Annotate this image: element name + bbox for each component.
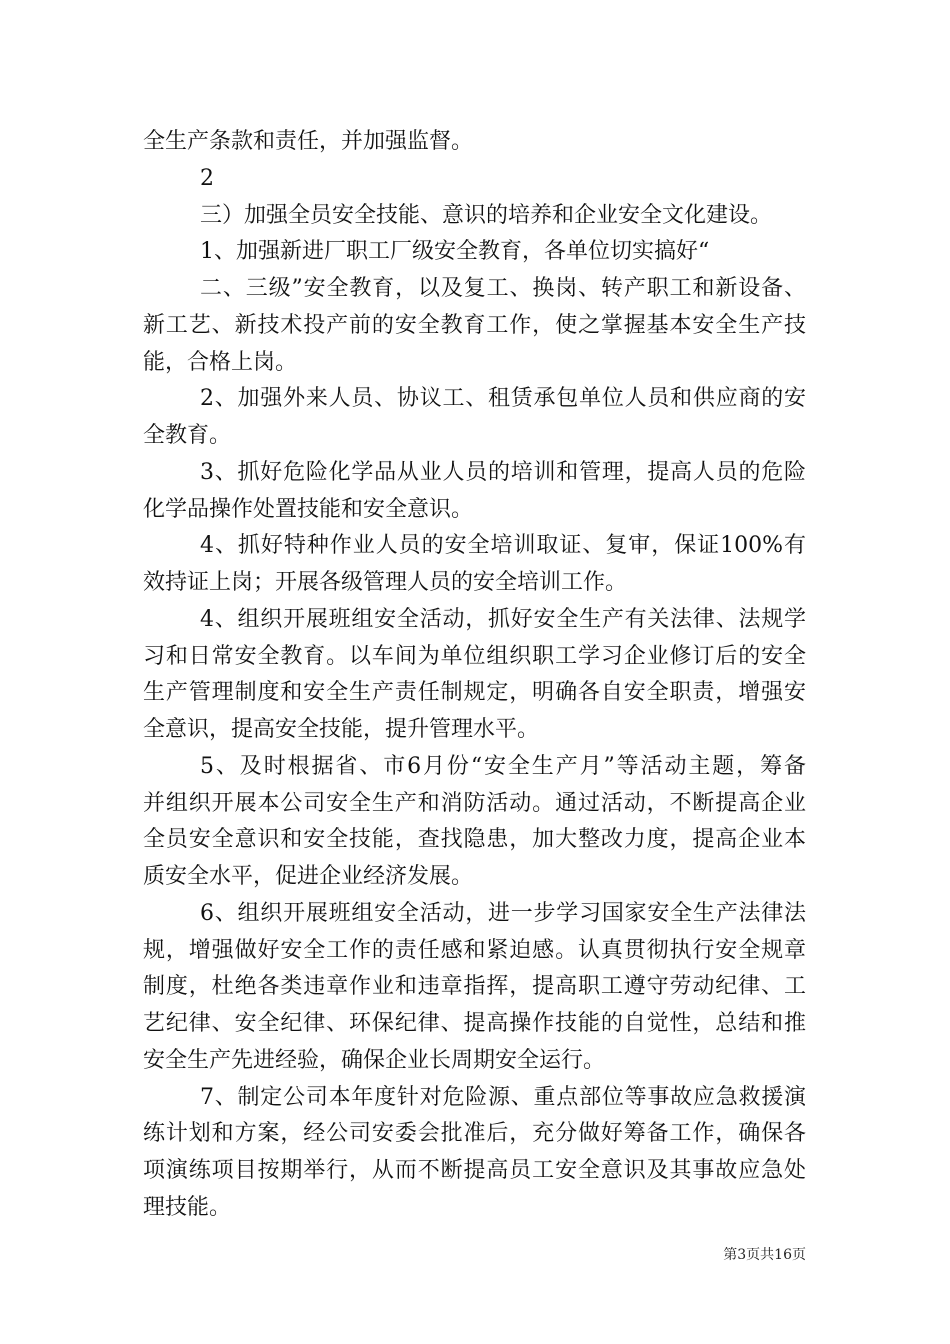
text-line: 习和日常安全教育。以车间为单位组织职工学习企业修订后的安全 (143, 643, 806, 669)
text-line: 新工艺、新技术投产前的安全教育工作，使之掌握基本安全生产技 (143, 312, 806, 338)
text-line: 全意识，提高安全技能，提升管理水平。 (143, 717, 540, 742)
document-body (143, 124, 806, 1227)
text-line: 全生产条款和责任，并加强监督。 (143, 129, 474, 154)
text-line: 化学品操作处置技能和安全意识。 (143, 496, 474, 522)
text-line: 3、抓好危险化学品从业人员的培训和管理，提高人员的危险 (200, 459, 806, 485)
text-line: 生产管理制度和安全生产责任制规定，明确各自安全职责，增强安 (143, 680, 806, 706)
text-line: 练计划和方案，经公司安委会批准后，充分做好筹备工作，确保各 (143, 1121, 806, 1147)
page-number: 第3页共16页 (723, 1247, 806, 1263)
text-line: 效持证上岗；开展各级管理人员的安全培训工作。 (143, 570, 628, 595)
text-line: 2 (200, 165, 214, 191)
text-line: 艺纪律、安全纪律、环保纪律、提高操作技能的自觉性，总结和推 (143, 1011, 806, 1036)
text-line: 三）加强全员安全技能、意识的培养和企业安全文化建设。 (200, 202, 773, 228)
text-line: 制度，杜绝各类违章作业和违章指挥，提高职工遵守劳动纪律、工 (143, 974, 806, 1000)
text-line: 4、组织开展班组安全活动，抓好安全生产有关法律、法规学 (200, 606, 806, 632)
text-line: 4、抓好特种作业人员的安全培训取证、复审，保证100%有 (200, 533, 806, 559)
text-line: 理技能。 (143, 1194, 232, 1220)
text-line: 2、加强外来人员、协议工、租赁承包单位人员和供应商的安 (200, 386, 806, 412)
text-line: 能，合格上岗。 (143, 349, 298, 375)
text-line: 7、制定公司本年度针对危险源、重点部位等事故应急救援演 (200, 1084, 806, 1110)
text-line: 质安全水平，促进企业经济发展。 (143, 864, 474, 889)
text-line: 全教育。 (143, 423, 232, 448)
text-line: 安全生产先进经验，确保企业长周期安全运行。 (143, 1047, 606, 1073)
text-line: 二、三级”安全教育，以及复工、换岗、转产职工和新设备、 (200, 276, 806, 301)
text-line: 规，增强做好安全工作的责任感和紧迫感。认真贯彻执行安全规章 (143, 937, 806, 963)
text-line: 5、及时根据省、市6月份“安全生产月”等活动主题，筹备 (200, 753, 806, 779)
text-line: 1、加强新进厂职工厂级安全教育，各单位切实搞好“ (200, 239, 710, 265)
text-line: 6、组织开展班组安全活动，进一步学习国家安全生产法律法 (200, 900, 806, 926)
text-line: 全员安全意识和安全技能，查找隐患，加大整改力度，提高企业本 (143, 827, 806, 853)
text-line: 项演练项目按期举行，从而不断提高员工安全意识及其事故应急处 (143, 1158, 806, 1183)
text-line: 并组织开展本公司安全生产和消防活动。通过活动，不断提高企业 (143, 790, 806, 816)
